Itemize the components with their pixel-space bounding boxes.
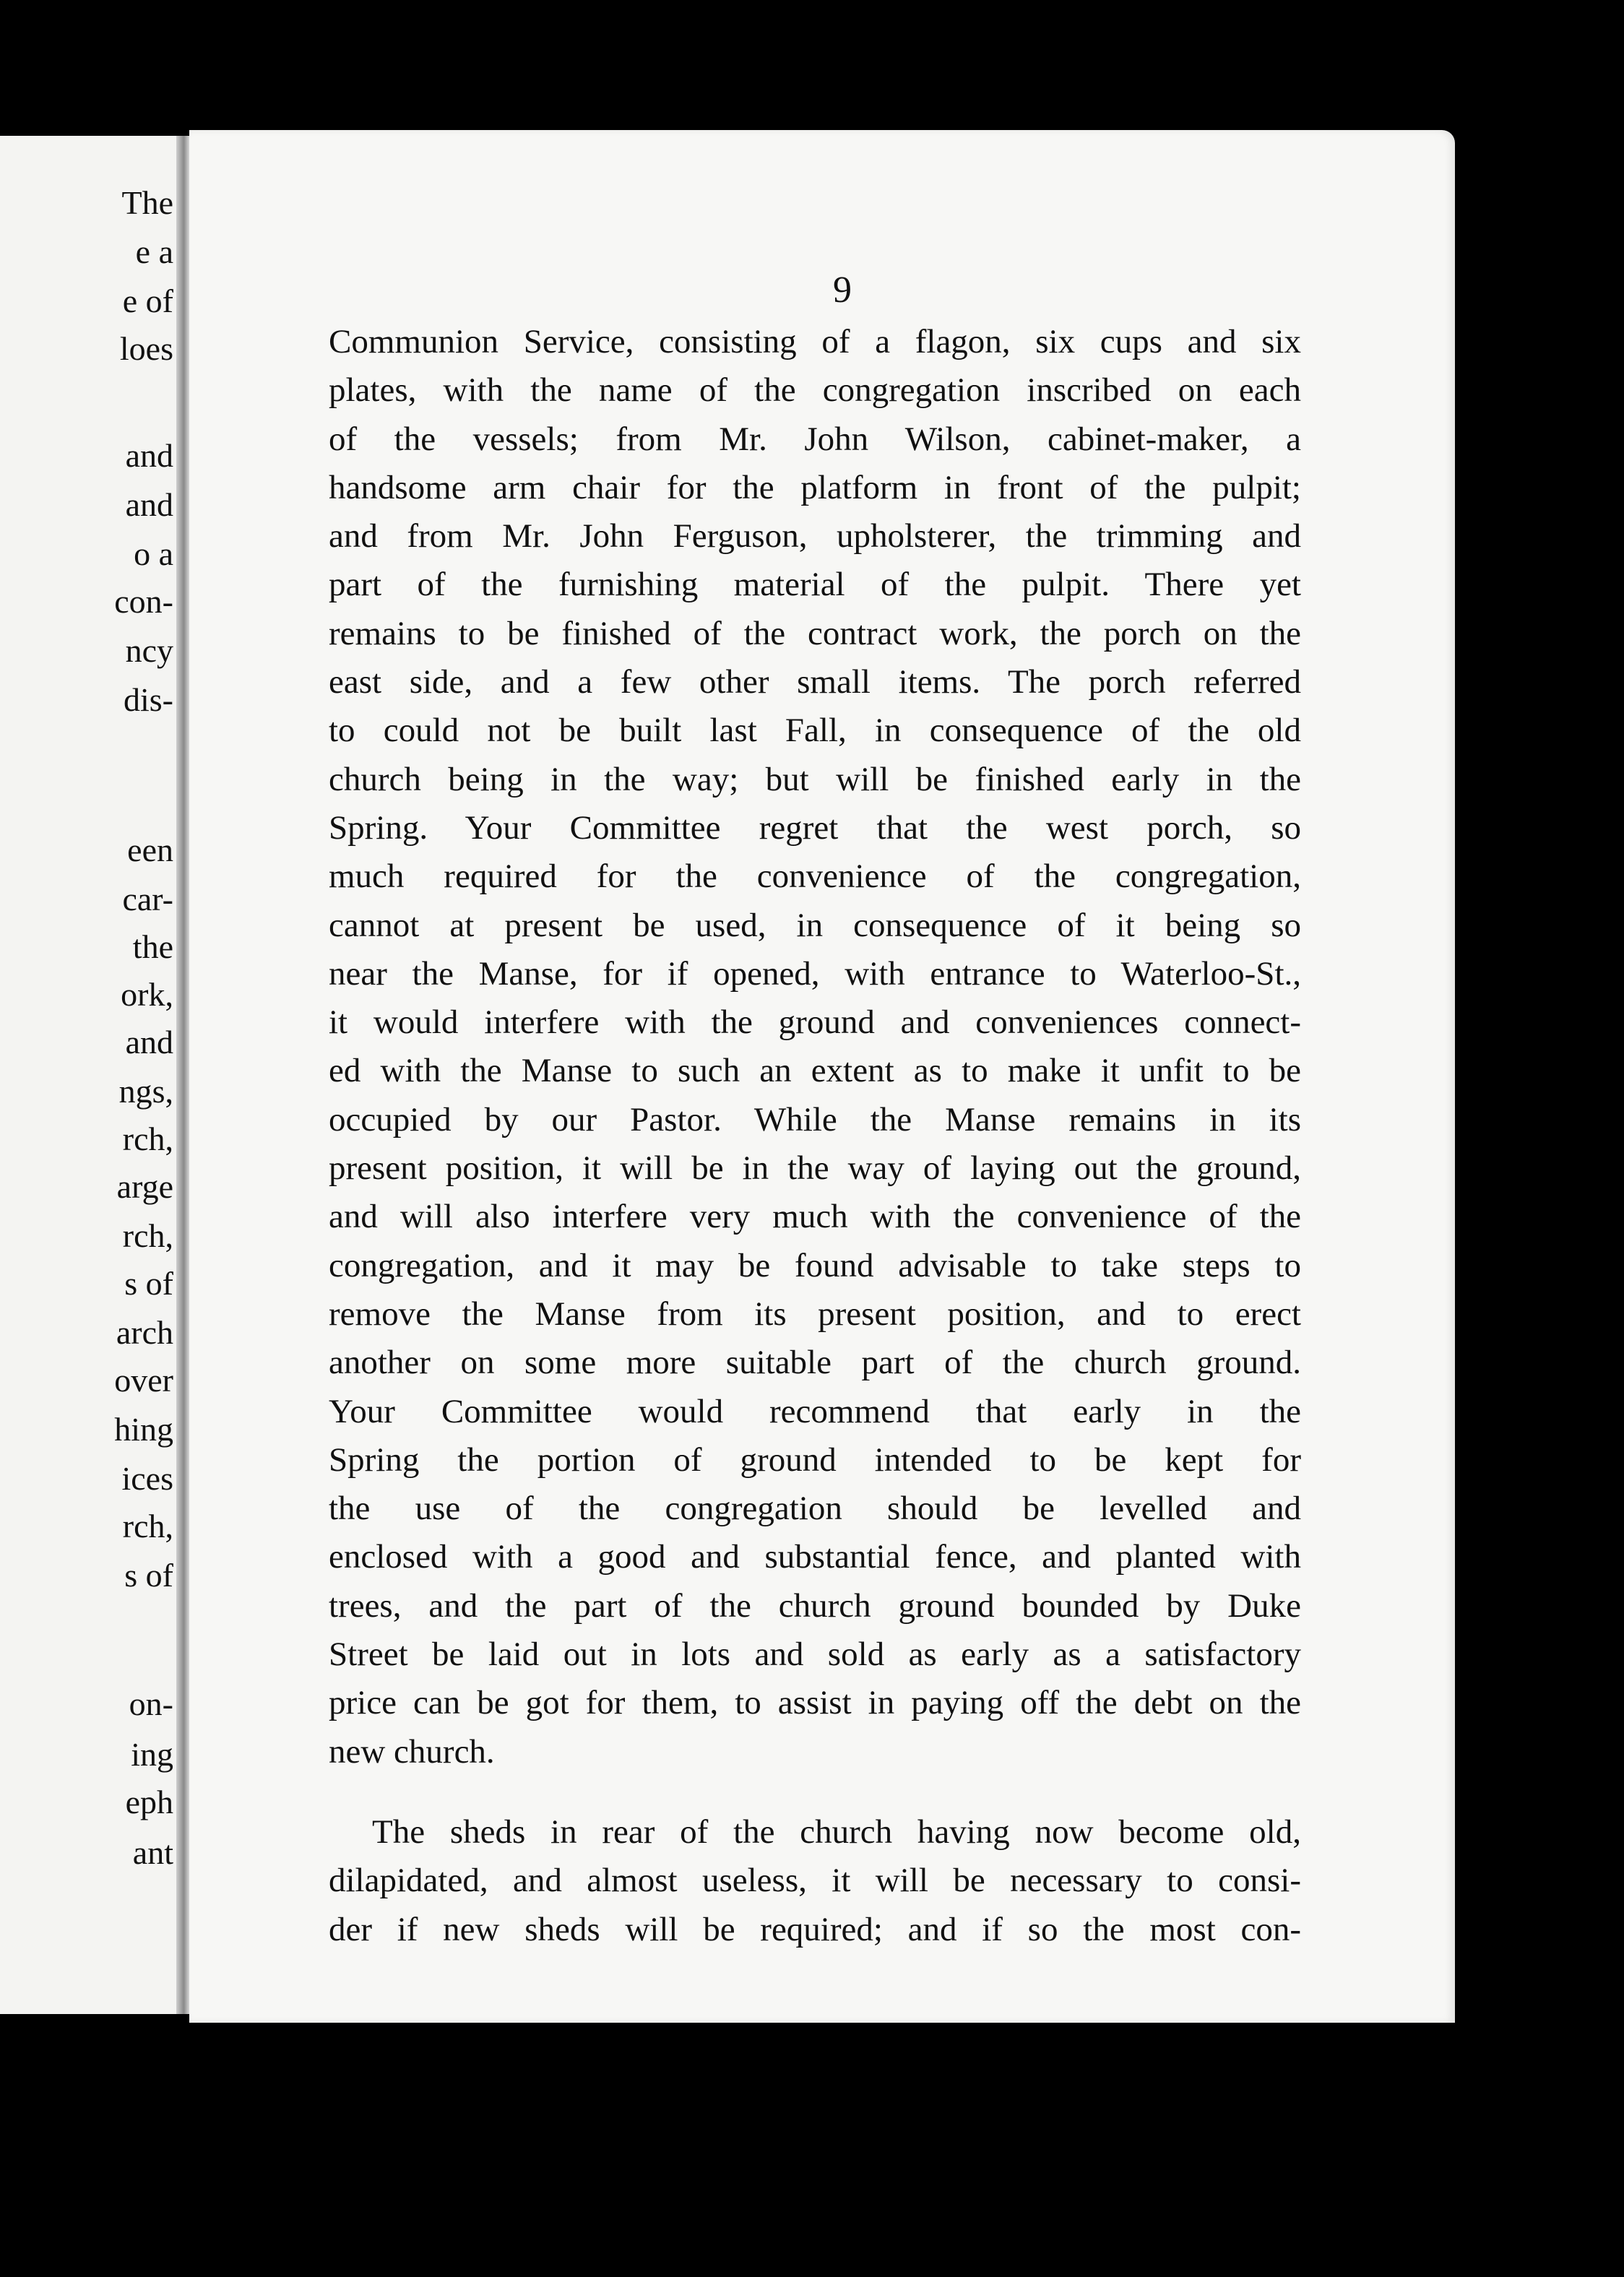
previous-page-fragment: rch,	[122, 1120, 173, 1157]
text-line: cannot at present be used, in consequence of it being so	[329, 906, 1301, 944]
page-number: 9	[833, 269, 852, 311]
text-line: der if new sheds will be required; and if so the most con-	[329, 1910, 1301, 1948]
previous-page-fragment: dis-	[124, 681, 173, 718]
previous-page-fragment: the	[132, 928, 173, 965]
text-line: and will also interfere very much with the convenience of the	[329, 1198, 1301, 1236]
paragraph-gap	[329, 1776, 1301, 1808]
text-line: part of the furnishing material of the pulpit. There yet	[329, 566, 1301, 604]
text-line: ed with the Manse to such an extent as to make it unfit to be	[329, 1052, 1301, 1090]
previous-page-fragment: o a	[134, 535, 173, 572]
text-line: The sheds in rear of the church having now become old,	[372, 1812, 1301, 1851]
text-line: remove the Manse from its present position, and to erect	[329, 1295, 1301, 1333]
text-line: the use of the congregation should be levelled and	[329, 1490, 1301, 1528]
previous-page-fragment: s of	[124, 1265, 173, 1302]
text-line: of the vessels; from Mr. John Wilson, cabinet-maker, a	[329, 420, 1301, 458]
text-line: dilapidated, and almost useless, it will be necessary to consi-	[329, 1862, 1301, 1900]
body-text	[329, 318, 1301, 1954]
text-line: another on some more suitable part of the church ground.	[329, 1344, 1301, 1382]
text-line: trees, and the part of the church ground bounded by Duke	[329, 1586, 1301, 1625]
previous-page-fragment: con-	[114, 583, 173, 620]
text-line: Spring the portion of ground intended to be kept for	[329, 1440, 1301, 1479]
text-line: remains to be finished of the contract work, the porch on the	[329, 614, 1301, 652]
previous-page-fragment: car-	[122, 881, 173, 917]
previous-page-fragment: arch	[116, 1314, 173, 1351]
text-line: to could not be built last Fall, in consequence of the old	[329, 712, 1301, 750]
text-line: plates, with the name of the congregation inscribed on each	[329, 371, 1301, 410]
text-line: it would interfere with the ground and conveniences connect-	[329, 1003, 1301, 1042]
previous-page-fragment: e of	[122, 282, 173, 319]
previous-page-fragment: ncy	[125, 632, 173, 669]
text-line: east side, and a few other small items. The porch referred	[329, 663, 1301, 701]
previous-page-fragment: s of	[124, 1557, 173, 1594]
previous-page-fragment: ices	[121, 1460, 173, 1497]
previous-page-fragment: loes	[119, 330, 173, 367]
text-line: occupied by our Pastor. While the Manse remains in its	[329, 1100, 1301, 1138]
text-line: handsome arm chair for the platform in front of the pulpit;	[329, 468, 1301, 506]
previous-page-fragment: rch,	[122, 1217, 173, 1254]
previous-page-fragment: hing	[114, 1411, 173, 1448]
text-line: and from Mr. John Ferguson, upholsterer, the trimming and	[329, 517, 1301, 556]
text-line: present position, it will be in the way of laying out the ground,	[329, 1149, 1301, 1188]
text-line: near the Manse, for if opened, with entrance to Waterloo-St.,	[329, 954, 1301, 993]
previous-page-fragment: ork,	[121, 976, 173, 1013]
previous-page-fragment: and	[125, 486, 173, 523]
previous-page-fragment: and	[125, 1024, 173, 1060]
paragraph-2	[329, 1808, 1301, 1954]
previous-page-edge	[0, 136, 189, 2014]
text-line: Communion Service, consisting of a flagon, six cups and six	[329, 323, 1301, 360]
previous-page-fragment: ing	[131, 1736, 173, 1773]
previous-page-fragment: rch,	[122, 1508, 173, 1544]
paragraph-1	[329, 318, 1301, 1776]
previous-page-fragment: arge	[116, 1168, 173, 1205]
text-line: church being in the way; but will be finished early in the	[329, 760, 1301, 798]
previous-page-fragment: e a	[135, 233, 173, 270]
previous-page-fragment: ngs,	[118, 1073, 173, 1110]
text-line: new church.	[329, 1732, 495, 1771]
previous-page-fragment: and	[125, 437, 173, 474]
text-line: congregation, and it may be found advisable to take steps to	[329, 1246, 1301, 1284]
previous-page-fragment: eph	[125, 1784, 173, 1820]
previous-page-fragment: een	[127, 831, 173, 868]
text-line: enclosed with a good and substantial fence, and planted with	[329, 1538, 1301, 1576]
previous-page-fragment: on-	[129, 1685, 173, 1722]
text-line: much required for the convenience of the congregation,	[329, 857, 1301, 896]
text-line: Spring. Your Committee regret that the west porch, so	[329, 808, 1301, 847]
previous-page-fragment: over	[114, 1362, 173, 1399]
previous-page-fragment: The	[121, 184, 173, 221]
text-line: Street be laid out in lots and sold as early as a satisfactory	[329, 1636, 1301, 1674]
previous-page-fragment: ant	[132, 1834, 173, 1871]
text-line: price can be got for them, to assist in paying off the debt on the	[329, 1684, 1301, 1722]
text-line: Your Committee would recommend that early in the	[329, 1392, 1301, 1430]
